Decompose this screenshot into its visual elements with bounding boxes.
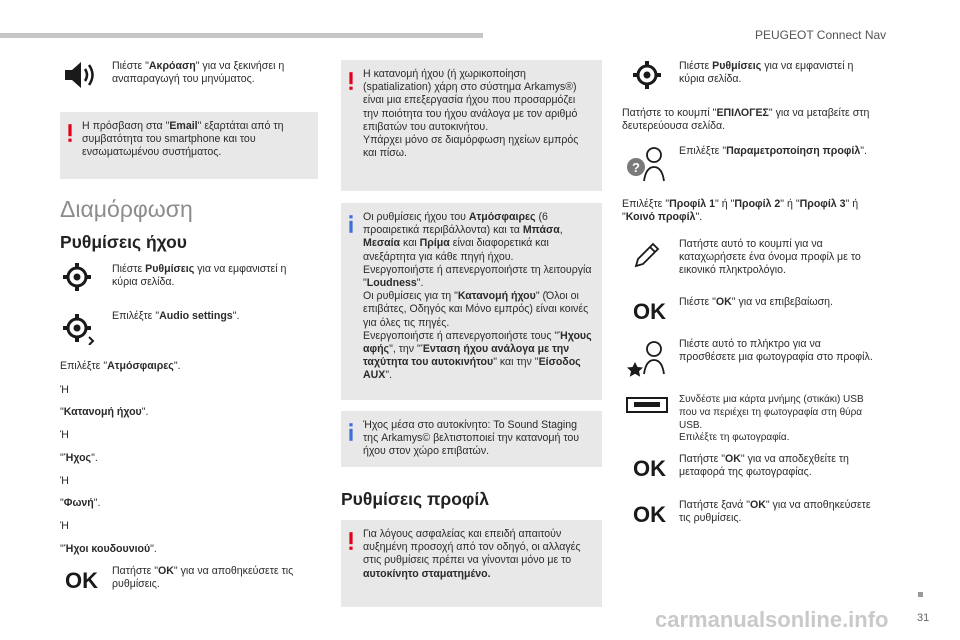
info-icon (349, 213, 353, 235)
info-icon (349, 421, 353, 443)
step-press-settings: Πιέστε Ρυθμίσεις για να εμφανιστεί η κύρια σελίδα. (112, 263, 287, 289)
listen-instruction: Πιέστε "Ακρόαση" για να ξεκινήσει η αναπαραγωγή του μηνύματος. (112, 60, 285, 86)
ok-button-icon[interactable]: OK (65, 568, 98, 593)
section-title-configuration: Διαμόρφωση (60, 196, 193, 222)
profile-safety-warning-note: Για λόγους ασφαλείας και επειδή απαιτούν αυξημένη προσοχή από τον οδηγό, οι αλλαγές στις ρυθμίσεις πρέπει να γίνονται μόνο με το αυτοκίνητο σταματημένο. (341, 520, 602, 607)
ok-button-icon[interactable]: OK (633, 502, 666, 527)
profile-step-add-photo: Πιέστε αυτό το πλήκτρο για να προσθέσετε μια φωτογραφία στο προφίλ. (679, 338, 873, 364)
option-ringtones: "Ήχοι κουδουνιού". (60, 543, 157, 555)
ok-button-icon[interactable]: OK (633, 456, 666, 481)
profile-step-confirm: Πιέστε "OK" για να επιβεβαίωση. (679, 296, 833, 308)
step-press-ok-save: Πατήστε "OK" για να αποθηκεύσετε τις ρυθμίσεις. (112, 565, 294, 591)
select-atmospheres: Επιλέξτε "Ατμόσφαιρες". (60, 360, 181, 372)
ok-button-icon[interactable]: OK (633, 299, 666, 324)
speaker-icon (63, 60, 97, 90)
profile-step-accept-photo: Πατήστε "OK" για να αποδεχθείτε τη μεταφορά της φωτογραφίας. (679, 453, 849, 479)
profile-add-photo-icon[interactable] (626, 338, 668, 380)
profile-step-select-profile: Επιλέξτε "Προφίλ 1" ή "Προφίλ 2" ή "Προφίλ 3" ή "Κοινό προφίλ". (622, 198, 859, 224)
warning-icon (68, 122, 72, 144)
settings-gear-icon[interactable] (62, 262, 92, 292)
or-label: Ή (60, 384, 69, 396)
or-label: Ή (60, 520, 69, 532)
settings-gear-icon[interactable] (632, 60, 662, 90)
pencil-edit-icon[interactable] (632, 240, 662, 270)
warning-icon (349, 530, 353, 552)
page-header-title: PEUGEOT Connect Nav (755, 28, 887, 42)
page-number: 31 (917, 612, 930, 624)
warning-icon (349, 70, 353, 92)
profile-step-usb: Συνδέστε μια κάρτα μνήμης (στικάκι) USB που να περιέχει τη φωτογραφία στη θύρα USB. Επιλέξτε τη φωτογραφία. (679, 394, 864, 444)
header-rule (0, 33, 483, 38)
footer-mark (918, 592, 923, 597)
watermark: carmanualsonline.info (655, 607, 889, 632)
email-warning-note: Η πρόσβαση στα "Email" εξαρτάται από τη συμβατότητα του smartphone και του ενσωματωμένου συστήματος. (60, 112, 318, 179)
subsection-audio-settings: Ρυθμίσεις ήχου (60, 232, 187, 252)
usb-port-icon (626, 397, 668, 413)
or-label: Ή (60, 475, 69, 487)
svg-text:?: ? (632, 160, 640, 175)
or-label: Ή (60, 429, 69, 441)
step-select-audio-settings: Επιλέξτε "Audio settings". (112, 310, 240, 322)
profile-question-icon[interactable] (624, 143, 666, 185)
profile-step-options: Πατήστε το κουμπί "ΕΠΙΛΟΓΕΣ" για να μεταβείτε στη δευτερεύουσα σελίδα. (622, 107, 870, 133)
sound-settings-info-note: Οι ρυθμίσεις ήχου του Ατμόσφαιρες (6 προαιρετικά περιβάλλοντα) και τα Μπάσα, Μεσαία και Πρίμα είναι διαφορετικά και ανεξάρτητα για κάθε πηγή ήχου. Ενεργοποιήστε ή απενεργοποιήστε τη λειτουργία "Loudness". Οι ρυθμίσεις για τη "Κατανομή ήχου" (Όλοι οι επιβάτες, Οδηγός και Μόνο εμπρός) είναι κοινές για όλες τις πηγές. Ενεργοποιήστε ή απενεργοποιήστε τους "Ήχους αφής", την "Ένταση ήχου ανάλογα με την ταχύτητα του αυτοκινήτου" και την "Είσοδος AUX". (341, 203, 602, 400)
profile-step-save: Πατήστε ξανά "OK" για να αποθηκεύσετε τις ρυθμίσεις. (679, 499, 871, 525)
option-sound-distribution: "Κατανομή ήχου". (60, 406, 149, 418)
section-profile-settings: Ρυθμίσεις προφίλ (341, 489, 490, 509)
sound-staging-info-note: Ήχος μέσα στο αυτοκίνητο: To Sound Staging της Arkamys© βελτιστοποιεί την κατανομή του ήχου στον χώρο επιβατών. (341, 411, 602, 467)
profile-step-press-settings: Πιέστε Ρυθμίσεις για να εμφανιστεί η κύρια σελίδα. (679, 60, 854, 86)
settings-gear-sub-icon[interactable] (62, 313, 96, 345)
spatialization-warning-note: Η κατανομή ήχου (ή χωρικοποίηση (spatialization) χάρη στο σύστημα Arkamys®) είναι μια επεξεργασία ήχου που προσαρμόζει την ποιότητα του ήχου ανάλογα με τον αριθμό επιβατών του αυτοκινήτου. Υπάρχει μόνο σε διαμόρφωση ηχείων εμπρός και πίσω. (341, 60, 602, 191)
option-voice: "Φωνή". (60, 497, 101, 509)
option-sound: "Ήχος". (60, 452, 98, 464)
profile-step-parameterize: Επιλέξτε "Παραμετροποίηση προφίλ". (679, 145, 867, 157)
profile-step-name-keyboard: Πατήστε αυτό το κουμπί για να καταχωρήσετε ένα όνομα προφίλ με το εικονικό πληκτρολόγιο. (679, 238, 861, 277)
